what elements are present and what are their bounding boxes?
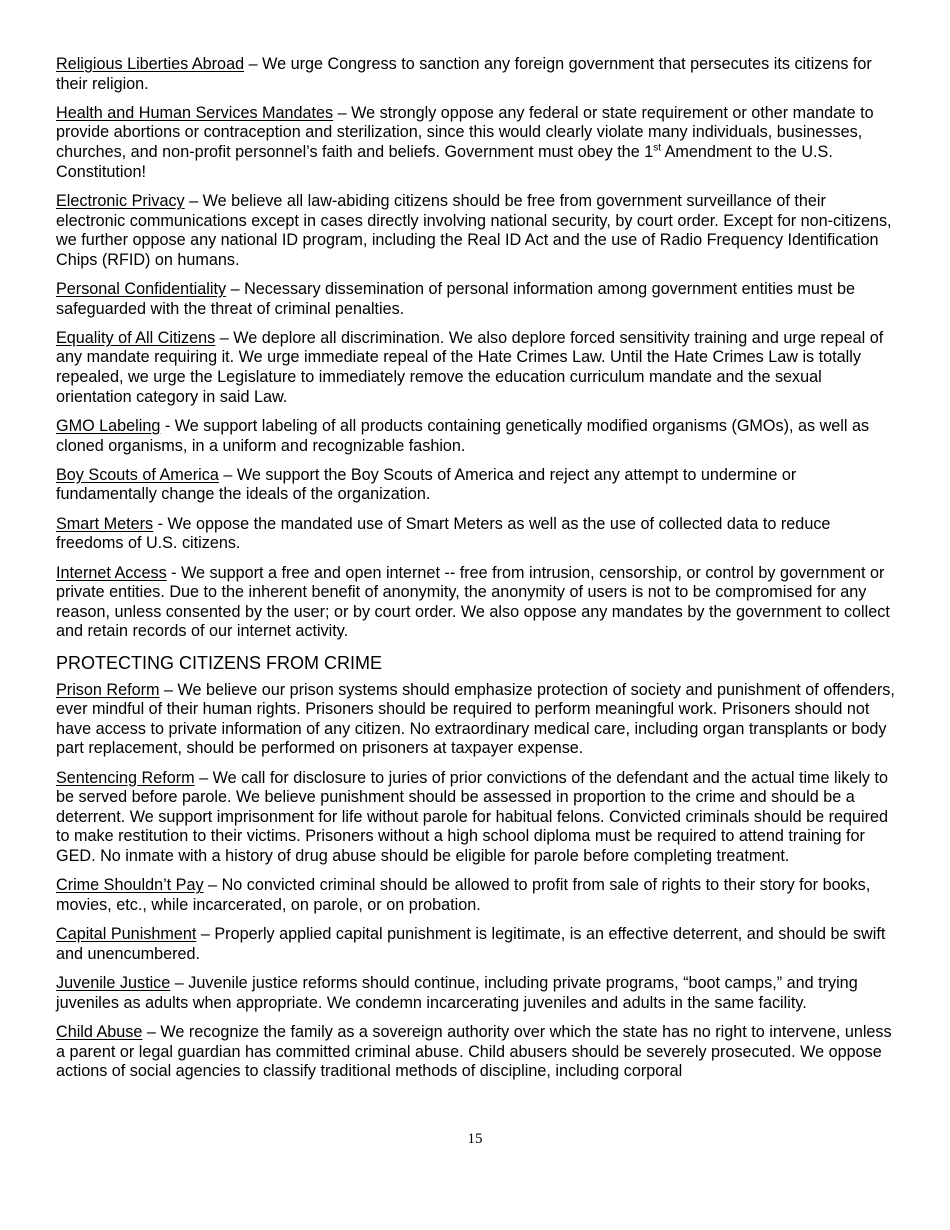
- section-religious-liberties-abroad: [56, 55, 896, 94]
- section-prison-reform: [56, 681, 896, 759]
- section-body: No convicted criminal should be allowed to profit from sale of rights to their story for books, movies, etc., while incarcerated, on parole, or on probation.: [56, 876, 871, 914]
- section-separator: –: [170, 974, 189, 993]
- section-boy-scouts: [56, 466, 896, 505]
- section-separator: –: [244, 55, 263, 73]
- section-crime-shouldnt-pay: [56, 876, 896, 915]
- section-heading: PROTECTING CITIZENS FROM CRIME: [56, 652, 382, 673]
- section-separator: -: [153, 514, 168, 533]
- section-body: We oppose the mandated use of Smart Meters as well as the use of collected data to reduce freedoms of U.S. citizens.: [56, 514, 831, 553]
- section-body: We strongly oppose any federal or state requirement or other mandate to provide abortions or contraception and sterilization, since this would clearly violate many individuals, businesses, churches, and non-profit personnel’s faith and beliefs. Government must obey the 1: [56, 103, 874, 162]
- section-title: Religious Liberties Abroad: [56, 55, 245, 73]
- section-separator: –: [159, 680, 178, 699]
- section-body: We support the Boy Scouts of America and reject any attempt to undermine or fundamentally change the ideals of the organization.: [56, 465, 797, 504]
- section-juvenile-justice: [56, 974, 896, 1013]
- section-body: We urge Congress to sanction any foreign government that persecutes its citizens for their religion.: [56, 55, 872, 93]
- section-equality-of-all-citizens: [56, 329, 896, 407]
- section-body: Juvenile justice reforms should continue, including private programs, “boot camps,” and trying juveniles as adults when appropriate. We condemn incarcerating juveniles and adults in the same facility.: [56, 974, 858, 1012]
- section-body: We call for disclosure to juries of prior convictions of the defendant and the actual time likely to be served before parole. We believe punishment should be assessed in proportion to the crime and should be a deterrent. We support imprisonment for life without parole for habitual felons. Convicted criminals should be required to make restitution to their victims. Prisoners without a high school diploma must be required to attend training for GED. No inmate with a history of drug abuse should be eligible for parole before completing treatment.: [56, 768, 889, 866]
- section-separator: –: [226, 280, 245, 298]
- section-body: We support a free and open internet -- free from intrusion, censorship, or control by government or private entities. Due to the inherent benefit of anonymity, the anonymity of users is not to be compromised for any reason, unless consented by the user; or by court order. We also oppose any mandates by the government to collect and retain records of our internet activity.: [56, 563, 890, 641]
- section-personal-confidentiality: [56, 280, 896, 319]
- section-title: GMO Labeling: [56, 416, 161, 435]
- section-body: We deplore all discrimination. We also deplore forced sensitivity training and urge repeal of any mandate requiring it. We urge immediate repeal of the Hate Crimes Law. Until the Hate Crimes Law is totally repealed, we urge the Legislature to immediately remove the education curriculum mandate and the sexual orientation category in said Law.: [56, 328, 884, 406]
- section-body: We support labeling of all products containing genetically modified organisms (GMOs), as well as cloned organisms, in a uniform and recognizable fashion.: [56, 416, 870, 455]
- section-separator: –: [184, 191, 203, 210]
- section-body: Necessary dissemination of personal information among government entities must be safeguarded with the threat of criminal penalties.: [56, 280, 856, 318]
- section-smart-meters: [56, 515, 896, 554]
- section-title: Internet Access: [56, 563, 167, 582]
- document-page: [56, 55, 896, 1091]
- section-title: Electronic Privacy: [56, 191, 185, 210]
- section-internet-access: [56, 564, 896, 642]
- section-separator: –: [333, 103, 352, 122]
- section-title: Personal Confidentiality: [56, 280, 227, 298]
- section-separator: –: [215, 328, 234, 347]
- section-separator: –: [142, 1022, 161, 1041]
- section-sentencing-reform: [56, 769, 896, 867]
- section-separator: –: [196, 925, 215, 944]
- section-title: Juvenile Justice: [56, 974, 171, 993]
- ordinal-superscript: st: [653, 142, 661, 154]
- section-title: Prison Reform: [56, 680, 160, 699]
- section-separator: –: [203, 876, 222, 895]
- section-body: We believe all law-abiding citizens should be free from government surveillance of their electronic communications except in cases directly involving national security, by court order. Except for non-citizens, we further oppose any national ID program, including the Real ID Act and the use of Radio Frequency Identification Chips (RFID) on humans.: [56, 191, 892, 269]
- section-body: We believe our prison systems should emphasize protection of society and punishment of offenders, ever mindful of their human rights. Prisoners should be required to perform meaningful work. Prisoners should not have access to private information of any citizen. No extraordinary medical care, including organ transplants or body part replacement, should be performed on prisoners at taxpayer expense.: [56, 680, 895, 758]
- section-title: Sentencing Reform: [56, 768, 195, 787]
- section-separator: –: [218, 465, 237, 484]
- section-title: Crime Shouldn’t Pay: [56, 876, 204, 895]
- section-separator: –: [194, 768, 213, 787]
- section-body: Properly applied capital punishment is legitimate, is an effective deterrent, and should be swift and unencumbered.: [56, 925, 886, 963]
- section-title: Equality of All Citizens: [56, 328, 216, 347]
- section-gmo-labeling: [56, 417, 896, 456]
- section-title: Child Abuse: [56, 1022, 143, 1041]
- section-separator: -: [160, 416, 175, 435]
- section-title: Boy Scouts of America: [56, 465, 219, 484]
- section-body: We recognize the family as a sovereign authority over which the state has no right to intervene, unless a parent or legal guardian has committed criminal abuse. Child abusers should be severely prosecuted. We oppose actions of social agencies to classify traditional methods of discipline, including corporal: [56, 1022, 892, 1081]
- section-title: Capital Punishment: [56, 925, 197, 944]
- section-body-continued: Amendment to the U.S. Constitution!: [56, 143, 833, 181]
- section-separator: -: [166, 563, 182, 582]
- section-electronic-privacy: [56, 192, 896, 270]
- section-hhs-mandates: [56, 104, 896, 182]
- section-capital-punishment: [56, 925, 896, 964]
- section-child-abuse: [56, 1023, 896, 1082]
- page-number: 15: [467, 1131, 483, 1147]
- section-title: Health and Human Services Mandates: [56, 103, 334, 122]
- section-title: Smart Meters: [56, 514, 154, 533]
